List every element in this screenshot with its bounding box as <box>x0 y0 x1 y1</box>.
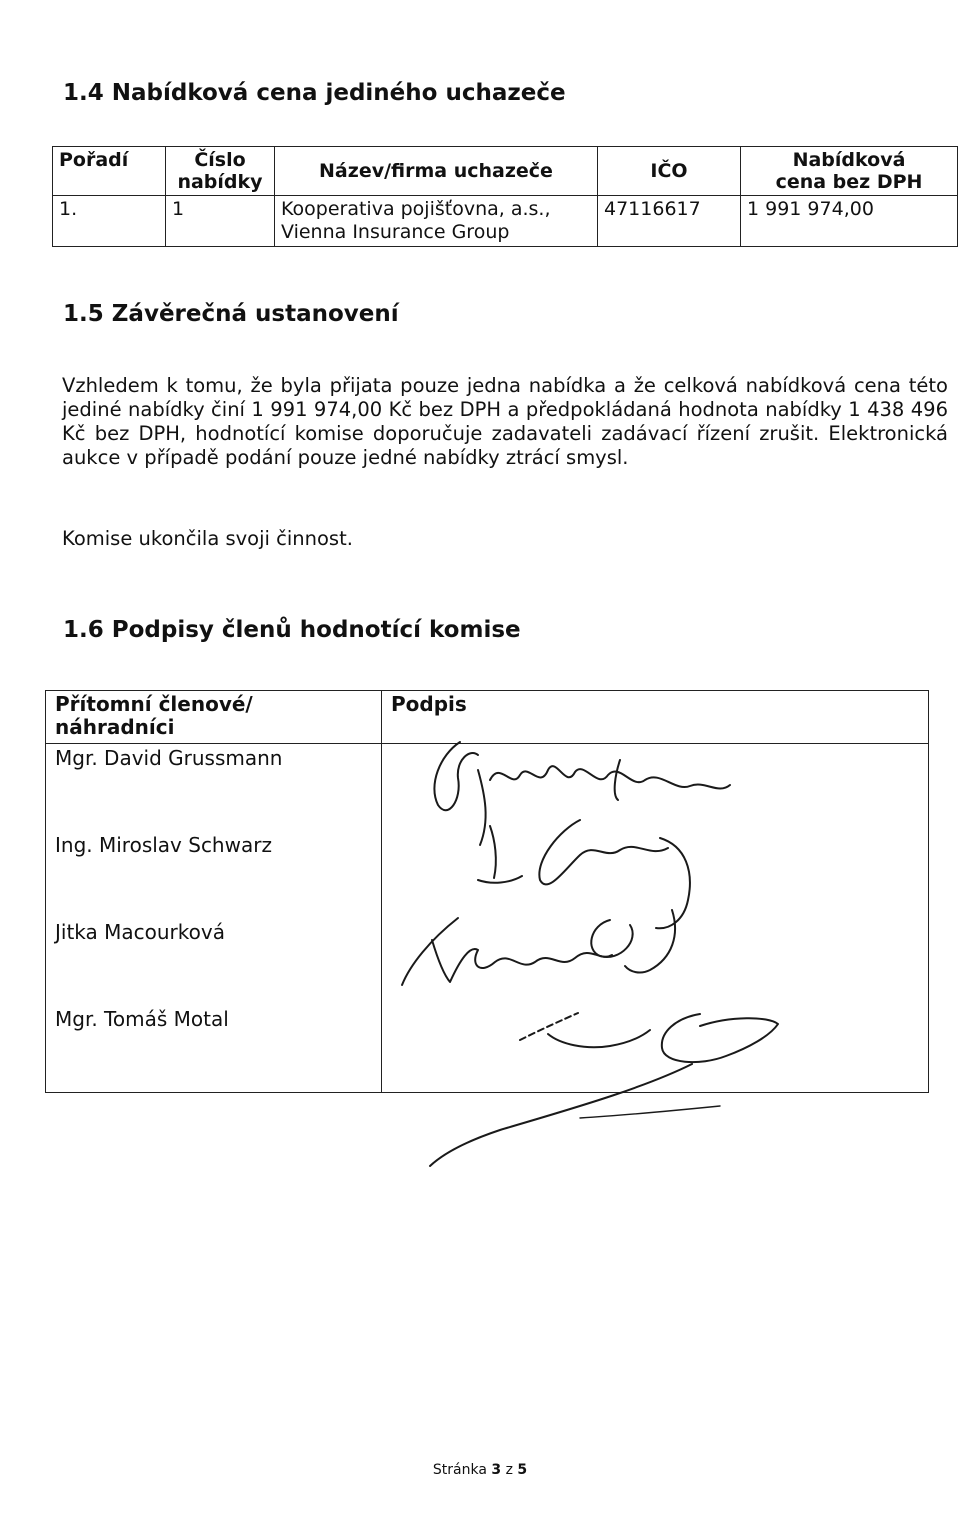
table-row <box>46 744 929 832</box>
section-title-1-4: 1.4 Nabídková cena jediného uchazeče <box>63 80 566 106</box>
member-name: Jitka Macourková <box>46 918 382 1005</box>
cell-cena: 1 991 974,00 <box>741 196 958 247</box>
header-members-line2: náhradníci <box>55 715 175 739</box>
table-row <box>46 831 929 918</box>
offers-table-header <box>53 147 958 196</box>
header-signature: Podpis <box>382 691 929 744</box>
table-row <box>46 1005 929 1093</box>
closing-statement: Komise ukončila svoji činnost. <box>62 527 353 550</box>
header-cena-line2: cena bez DPH <box>775 171 923 193</box>
cell-cislo: 1 <box>166 196 275 247</box>
signature-cell <box>382 918 929 1005</box>
footer-separator: z <box>505 1462 513 1478</box>
footer-page-number: 3 <box>491 1462 502 1478</box>
member-name: Mgr. Tomáš Motal <box>46 1005 382 1093</box>
header-cena-line1: Nabídková <box>792 149 906 171</box>
header-cislo <box>166 147 275 196</box>
signatures-table-header <box>46 691 929 744</box>
member-name: Ing. Miroslav Schwarz <box>46 831 382 918</box>
cell-poradi: 1. <box>53 196 166 247</box>
header-cena <box>741 147 958 196</box>
cell-nazev <box>275 196 598 247</box>
signature-cell <box>382 1005 929 1093</box>
table-row <box>46 918 929 1005</box>
member-name: Mgr. David Grussmann <box>46 744 382 832</box>
cell-nazev-line1: Kooperativa pojišťovna, a.s., <box>281 198 551 220</box>
footer-prefix: Stránka <box>432 1462 487 1478</box>
section-title-1-6: 1.6 Podpisy členů hodnotící komise <box>63 617 521 643</box>
header-poradi: Pořadí <box>53 147 166 196</box>
conclusion-paragraph: Vzhledem k tomu, že byla přijata pouze jedna nabídka a že celková nabídková cena této jediné nabídky činí 1 991 974,00 Kč bez DPH a předpokládaná hodnota nabídky 1 438 496 Kč bez DPH, hodnotící komise doporučuje zadavateli zadávací řízení zrušit. Elektronická aukce v případě podání pouze jedné nabídky ztrácí smysl. <box>62 374 948 469</box>
header-members-line1: Přítomní členové/ <box>55 692 253 716</box>
table-row <box>53 196 958 247</box>
cell-nazev-line2: Vienna Insurance Group <box>281 221 510 243</box>
offers-table <box>52 146 958 247</box>
header-nazev: Název/firma uchazeče <box>275 147 598 196</box>
page-footer <box>0 1462 960 1478</box>
signature-cell <box>382 744 929 832</box>
header-cislo-line1: Číslo <box>194 149 246 171</box>
signatures-table <box>45 690 929 1093</box>
signature-cell <box>382 831 929 918</box>
header-ico: IČO <box>598 147 741 196</box>
header-members <box>46 691 382 744</box>
header-cislo-line2: nabídky <box>177 171 263 193</box>
cell-ico: 47116617 <box>598 196 741 247</box>
section-title-1-5: 1.5 Závěrečná ustanovení <box>63 301 399 327</box>
footer-total-pages: 5 <box>517 1462 528 1478</box>
